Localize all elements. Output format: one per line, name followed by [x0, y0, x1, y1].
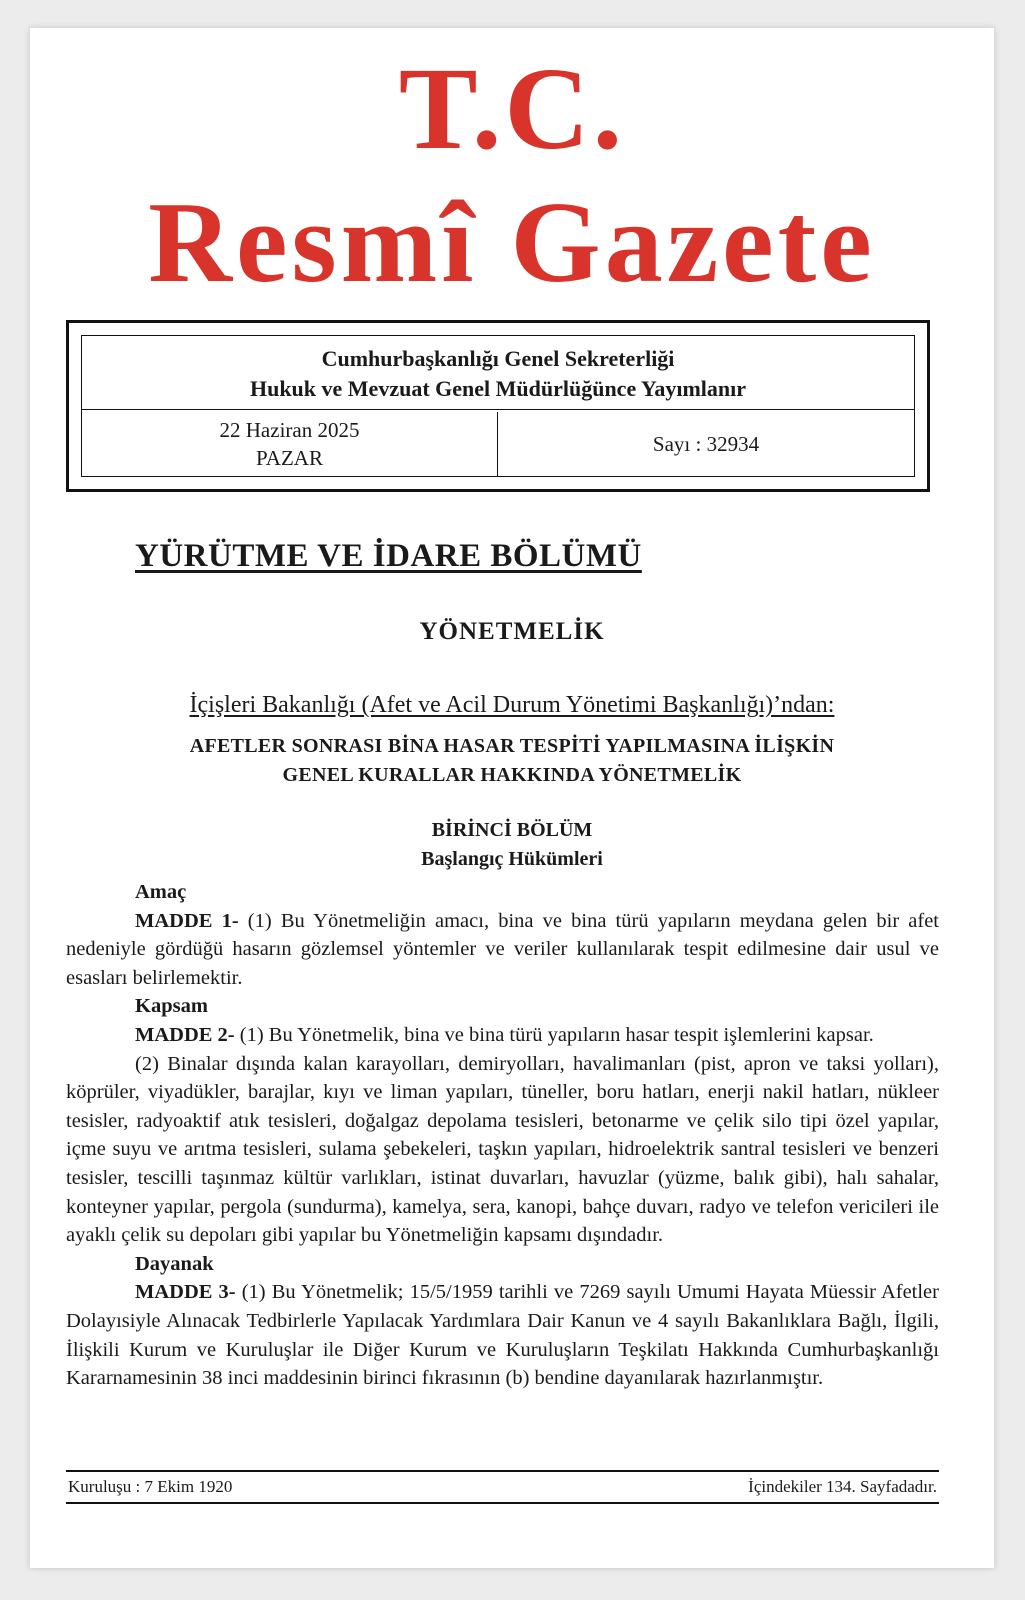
publisher-block	[82, 336, 914, 410]
masthead-tc: T.C.	[398, 43, 626, 174]
publication-weekday: PAZAR	[256, 446, 323, 470]
part-heading	[30, 816, 994, 874]
regulation-body	[66, 878, 939, 1393]
footer-founding: Kuruluşu : 7 Ekim 1920	[68, 1477, 233, 1496]
section-title: YÜRÜTME VE İDARE BÖLÜMÜ	[135, 538, 642, 574]
article-text: (1) Bu Yönetmeliğin amacı, bina ve bina türü yapıların meydana gelen bir afet nedeniyle gördüğü hasarın gözlemsel yöntemler ve veriler kullanılarak tespit edilmesine dair usul ve esasları belirlemektir.	[66, 909, 939, 989]
gazette-page	[30, 28, 994, 1568]
footer-contents-note: İçindekiler 134. Sayfadadır.	[748, 1477, 937, 1496]
article-text: (1) Bu Yönetmelik; 15/5/1959 tarihli ve 7269 sayılı Umumi Hayata Müessir Afetler Dolayısiyle Alınacak Tedbirlerle Yapılacak Yardımlara Dair Kanun ve 4 sayılı Bakanlıklara Bağlı, İlgili, İlişkili Kurum ve Kuruluşlar ile Diğer Kurum ve Kuruluşların Teşkilatı Hakkında Cumhurbaşkanlığı Kararnamesinin 38 inci maddesinin birinci fıkrasının (b) bendine dayanılarak hazırlanmıştır.	[66, 1281, 939, 1390]
issue-number: Sayı : 32934	[652, 432, 760, 456]
article-paragraph-extra: (2) Binalar dışında kalan karayolları, demiryolları, havalimanları (pist, apron ve taksi yolları), köprüler, viyadükler, barajlar, kıyı ve liman yapıları, tüneller, boru hatları, enerji nakil hatları, nükleer tesisler, radyoaktif atık tesisleri, doğalgaz depolama tesisleri, betonarme ve çelik silo tipi özel yapılar, içme suyu ve arıtma tesisleri, sulama şebekeleri, taşkın yapıları, hidroelektrik santral tesisleri ve benzeri tesisler, tescilli taşınmaz kültür varlıkları, istinat duvarları, havuzlar (yüzme, balık gibi), halı sahalar, konteyner yapılar, pergola (sundurma), kamelya, sera, kanopi, bahçe duvarı, radyo ve telefon vericileri ile ayaklı çelik su depoları gibi yapılar bu Yönetmeliğin kapsamı dışındadır.	[66, 1052, 939, 1247]
article-heading: Amaç	[135, 881, 187, 903]
article-paragraph	[66, 1021, 939, 1050]
article-paragraph	[66, 1278, 939, 1392]
article-number: MADDE 1-	[135, 909, 239, 932]
publication-date: 22 Haziran 2025	[219, 418, 360, 442]
part-subtitle: Başlangıç Hükümleri	[421, 848, 603, 870]
part-title: BİRİNCİ BÖLÜM	[431, 819, 593, 841]
publication-info-inner	[81, 335, 915, 477]
ministry-name: İçişleri Bakanlığı (Afet ve Acil Durum Yönetimi Başkanlığı)’ndan:	[189, 692, 835, 718]
date-cell	[82, 412, 498, 476]
ministry-line	[30, 692, 994, 719]
regulation-title-line-1: AFETLER SONRASI BİNA HASAR TESPİTİ YAPILMASINA İLİŞKİN	[189, 735, 835, 757]
masthead-resmi-gazete: Resmî Gazete	[148, 179, 876, 307]
article-heading: Dayanak	[135, 1252, 214, 1275]
page-footer	[66, 1470, 939, 1504]
publisher-line-1: Cumhurbaşkanlığı Genel Sekreterliği	[321, 346, 675, 371]
article-heading: Kapsam	[135, 995, 208, 1018]
article-paragraph	[66, 907, 939, 993]
regulation-title-line-2: GENEL KURALLAR HAKKINDA YÖNETMELİK	[282, 764, 742, 786]
issue-cell	[498, 412, 914, 476]
publication-info-box	[66, 320, 930, 492]
regulation-title	[30, 732, 994, 790]
regulation-type: YÖNETMELİK	[419, 618, 605, 645]
publisher-line-2: Hukuk ve Mevzuat Genel Müdürlüğünce Yayımlanır	[249, 376, 747, 401]
article-number: MADDE 2-	[135, 1023, 235, 1046]
article-number: MADDE 3-	[135, 1281, 236, 1304]
article-text: (1) Bu Yönetmelik, bina ve bina türü yapıların hasar tespit işlemlerini kapsar.	[234, 1023, 874, 1046]
